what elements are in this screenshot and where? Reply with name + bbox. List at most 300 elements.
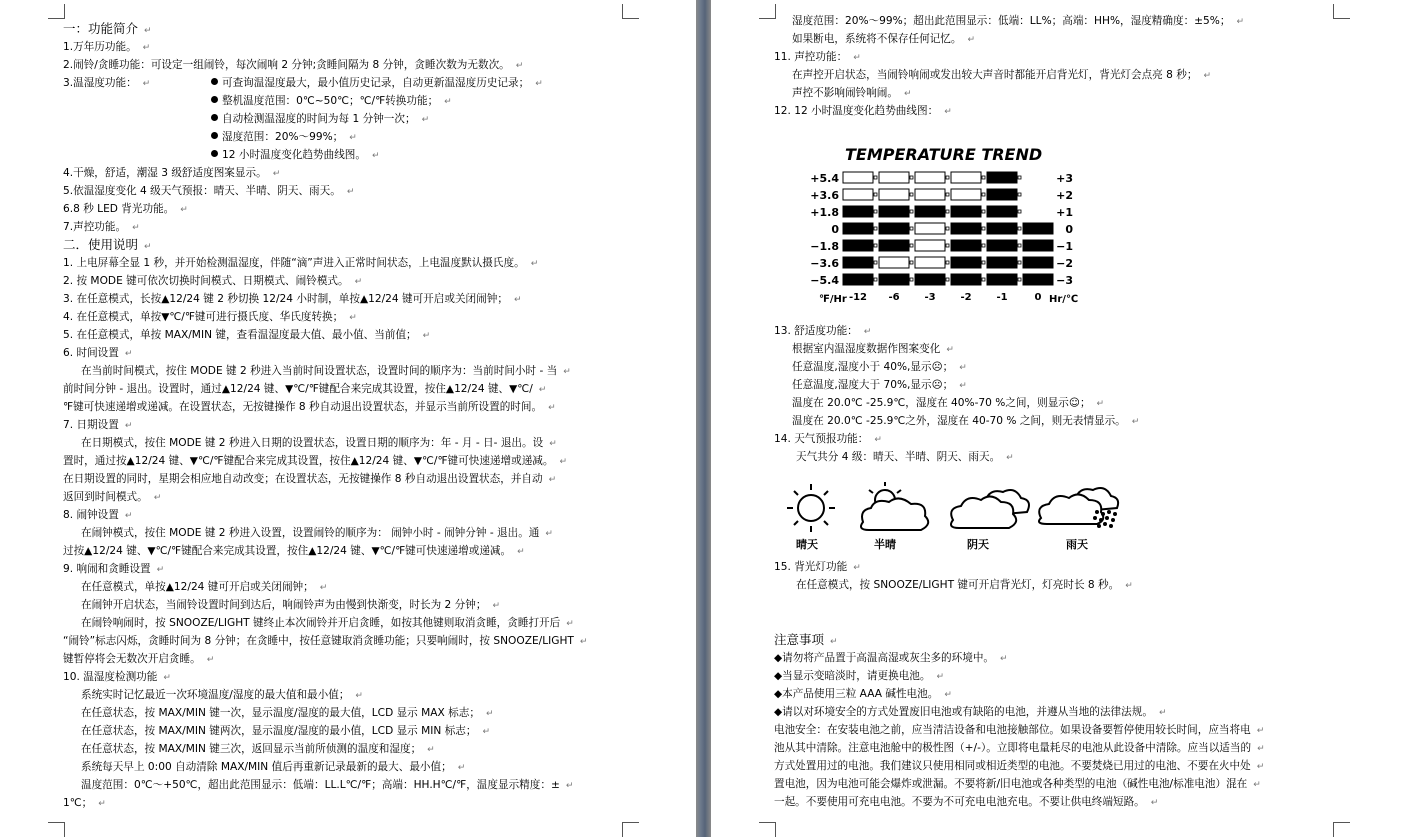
text-line-content (81, 740, 435, 759)
row-label-right: −3 (1056, 274, 1073, 287)
text-line (774, 667, 1334, 685)
trend-cell (879, 172, 909, 183)
text-line (63, 308, 623, 326)
cell-connector (910, 210, 913, 213)
text-line-label: 在声控开启状态，当闹铃响闹或发出较大声音时都能开启背光灯，背光灯会点亮 8 秒； (792, 69, 1198, 81)
text-line-label: 注意事项 (774, 632, 825, 647)
text-line-content (211, 146, 380, 165)
paragraph-mark-icon: ↵ (444, 97, 452, 107)
text-line (774, 394, 1334, 412)
text-line (63, 164, 623, 182)
right-page (711, 0, 1408, 837)
trend-cell (879, 206, 909, 217)
text-line-label: 二．使用说明 (63, 237, 139, 252)
paragraph-mark-icon: ↵ (349, 313, 357, 323)
text-line-label: “闹铃”标志闪烁，贪睡时间为 8 分钟；在贪睡中，按任意键取消贪睡功能；只要响闹时，按 SNOOZE/LIGHT (63, 635, 574, 647)
text-line (63, 92, 623, 110)
paragraph-mark-icon: ↵ (421, 115, 430, 125)
bullet-icon (211, 96, 218, 103)
text-line (63, 560, 623, 578)
text-line (774, 576, 1334, 594)
paragraph-mark-icon: ↵ (354, 277, 363, 287)
right-page-text (774, 0, 1334, 837)
text-line (63, 686, 623, 704)
text-line-content (81, 362, 571, 381)
text-line-label: 池从其中清除。注意电池舱中的极性图（+/-）。立即将电量耗尽的电池从此设备中清除。应当以适当的 (774, 742, 1252, 754)
trend-cell (843, 257, 873, 268)
text-line-label: ◆本产品使用三粒 AAA 碱性电池。 (774, 688, 939, 700)
paragraph-mark-icon: ↵ (863, 327, 872, 337)
text-line-label: 任意温度,湿度大于 70%,显示☹； (792, 379, 954, 391)
text-line (774, 793, 1334, 811)
cell-connector (946, 176, 949, 179)
paragraph-mark-icon: ↵ (944, 690, 952, 700)
bullet-icon (211, 114, 218, 121)
paragraph-mark-icon: ↵ (853, 53, 861, 63)
trend-cell (843, 223, 873, 234)
cell-connector (1018, 278, 1021, 281)
corner-mark (1333, 4, 1350, 19)
cell-connector (1018, 210, 1021, 213)
bullet-icon (211, 150, 218, 157)
text-line-content (792, 12, 1244, 31)
cloudy-icon (945, 480, 1035, 555)
paragraph-mark-icon: ↵ (124, 511, 133, 521)
text-line (63, 452, 623, 470)
text-line-label: 湿度范围：20%～99%； (222, 131, 344, 143)
text-line-label: 12 小时温度变化趋势曲线图。 (222, 149, 366, 161)
cell-connector (1018, 227, 1021, 230)
text-line (63, 470, 623, 488)
cell-connector (982, 278, 985, 281)
cell-connector (874, 278, 877, 281)
cell-connector (982, 176, 985, 179)
text-line-content (774, 793, 1158, 812)
text-line-label: 14. 天气预报功能： (774, 433, 869, 445)
text-line-content (774, 685, 952, 704)
text-line-label: 在任意状态，按 MAX/MIN 键两次，显示温度/湿度的最小值，LCD 显示 MIN 标志； (81, 725, 477, 737)
paragraph-mark-icon: ↵ (1256, 762, 1265, 772)
text-line-label: 在日期模式，按住 MODE 键 2 秒进入日期的设置状态，设置日期的顺序为：年 - 月 - 日- 退出。设 (81, 437, 544, 449)
text-line-label: 电池安全：在安装电池之前，应当清洁设备和电池接触部位。如果设备要暂停使用较长时间，应当将电 (774, 724, 1251, 736)
text-line-content (792, 84, 911, 103)
text-line (63, 362, 623, 380)
cell-connector (946, 244, 949, 247)
trend-cell (951, 240, 981, 251)
trend-cell (843, 172, 873, 183)
text-line-content (792, 412, 1139, 431)
paragraph-mark-icon: ↵ (1150, 798, 1159, 808)
paragraph-mark-icon: ↵ (967, 35, 976, 45)
temperature-trend-chart (805, 138, 1085, 318)
row-label-right: −2 (1056, 257, 1073, 270)
text-line (63, 434, 623, 452)
text-line-label: 在闹钟开启状态，当闹铃设置时间到达后，响闹铃声为由慢到快渐变，时长为 2 分钟； (81, 599, 487, 611)
text-line-content (211, 128, 357, 147)
cell-connector (946, 227, 949, 230)
text-line-label: 在任意模式，单按▲12/24 键可开启或关闭闹钟； (81, 581, 314, 593)
text-line (63, 398, 623, 416)
cell-connector (910, 227, 913, 230)
text-line (774, 48, 1334, 66)
cell-connector (946, 210, 949, 213)
text-line-content (63, 164, 280, 183)
text-line-content (774, 631, 838, 651)
text-line (63, 524, 623, 542)
x-axis-right-label: Hr/℃ (1049, 294, 1079, 305)
text-line-label: 置电池，因为电池可能会爆炸或泄漏。不要将新/旧电池或各种类型的电池（碱性电池/标准电池）混在 (774, 778, 1248, 790)
column-label: -6 (888, 292, 900, 303)
text-line (774, 649, 1334, 667)
text-line-label: 2. 按 MODE 键可依次切换时间模式、日期模式、闹铃模式。 (63, 275, 349, 287)
text-line-content (774, 649, 1008, 668)
cell-connector (874, 210, 877, 213)
text-line (63, 200, 623, 218)
text-line (63, 776, 623, 794)
text-line-content (774, 739, 1265, 758)
text-line-label: 在任意模式，按 SNOOZE/LIGHT 键可开启背光灯，灯亮时长 8 秒。 (796, 579, 1120, 591)
text-line (774, 739, 1334, 757)
text-line-label: 在任意状态，按 MAX/MIN 键三次，返回显示当前所侦测的温度和湿度； (81, 743, 422, 755)
text-line-label: 7. 日期设置 (63, 419, 119, 431)
text-line-content (63, 308, 357, 327)
text-line-content (81, 614, 574, 633)
paragraph-mark-icon: ↵ (1236, 17, 1245, 27)
trend-cell (1023, 257, 1053, 268)
cell-connector (874, 193, 877, 196)
text-line-label: 任意温度,湿度小于 40%,显示☹； (792, 361, 954, 373)
row-label-left: −3.6 (810, 257, 839, 270)
text-line-label: 可查询温湿度最大，最小值历史记录，自动更新温湿度历史记录； (222, 77, 530, 89)
text-line-label: 6. 时间设置 (63, 347, 119, 359)
paragraph-mark-icon: ↵ (1000, 654, 1008, 664)
paragraph-mark-icon: ↵ (936, 672, 945, 682)
text-line-content (63, 650, 214, 669)
text-line-content (63, 218, 140, 237)
text-line (63, 740, 623, 758)
row-label-right: +1 (1056, 206, 1073, 219)
text-line-content (774, 430, 882, 449)
text-line-label: 2.闹铃/贪睡功能：可设定一组闹铃，每次闹响 2 分钟;贪睡间隔为 8 分钟，贪睡次数为无数次。 (63, 59, 510, 71)
cell-connector (910, 193, 913, 196)
weather-label-sunny: 晴天 (796, 538, 818, 551)
paragraph-mark-icon: ↵ (1131, 417, 1140, 427)
text-line-label: 系统实时记忆最近一次环境温度/湿度的最大值和最小值； (81, 689, 350, 701)
paragraph-mark-icon: ↵ (1125, 581, 1133, 591)
row-label-left: +1.8 (810, 206, 839, 219)
trend-cell (951, 257, 981, 268)
text-line-content (792, 340, 954, 359)
paragraph-mark-icon: ↵ (346, 187, 355, 197)
text-line (774, 358, 1334, 376)
paragraph-mark-icon: ↵ (371, 151, 380, 161)
text-line (774, 84, 1334, 102)
text-line-label: 1.万年历功能。 (63, 41, 137, 53)
text-line-content (63, 560, 164, 579)
partly-sunny-icon (855, 480, 945, 555)
text-line-label: 3. 在任意模式，长按▲12/24 键 2 秒切换 12/24 小时制，单按▲12/24 键可开启或关闭闹钟； (63, 293, 508, 305)
cell-connector (1018, 244, 1021, 247)
text-line-content (211, 92, 452, 111)
paragraph-mark-icon: ↵ (959, 363, 967, 373)
cell-connector (874, 244, 877, 247)
corner-mark (622, 4, 639, 19)
text-line (63, 56, 623, 74)
trend-cell (879, 223, 909, 234)
paragraph-mark-icon: ↵ (1257, 744, 1265, 754)
cell-connector (946, 278, 949, 281)
bullet-icon (211, 132, 218, 139)
text-line (63, 110, 623, 128)
text-line-label: ◆请以对环境安全的方式处置废旧电池或有缺陷的电池，并遵从当地的法律法规。 (774, 706, 1153, 718)
paragraph-mark-icon: ↵ (485, 709, 494, 719)
text-line (774, 340, 1334, 358)
text-line (63, 146, 623, 164)
paragraph-mark-icon: ↵ (427, 745, 435, 755)
paragraph-mark-icon: ↵ (206, 655, 215, 665)
trend-cell (915, 240, 945, 251)
text-line-content (81, 704, 494, 723)
trend-cell (1023, 240, 1053, 251)
paragraph-mark-icon: ↵ (853, 563, 861, 573)
text-line-content (796, 448, 1014, 467)
text-line-content (63, 20, 152, 40)
text-line-content (63, 506, 132, 525)
trend-cell (951, 206, 981, 217)
text-line-content (81, 524, 553, 543)
cell-connector (874, 227, 877, 230)
text-line-content (63, 632, 587, 651)
paragraph-mark-icon: ↵ (549, 439, 557, 449)
text-line-label: 整机温度范围：0℃~50℃；℃/℉转换功能； (222, 95, 439, 107)
text-line-content (81, 434, 557, 453)
page-gutter (696, 0, 711, 837)
text-line (774, 685, 1334, 703)
column-label: 0 (1034, 292, 1042, 303)
text-line-label: 5.依温湿度变化 4 级天气预报：晴天、半晴、阴天、雨天。 (63, 185, 341, 197)
text-line-content (774, 102, 952, 121)
text-line-label: 温度在 20.0℃ -25.9℃之外，湿度在 40-70 % 之间，则无表情显示。 (792, 415, 1126, 427)
text-line-label: 在任意状态，按 MAX/MIN 键一次，显示温度/湿度的最大值，LCD 显示 MAX 标志； (81, 707, 480, 719)
text-line-label: 在当前时间模式，按住 MODE 键 2 秒进入当前时间设置状态，设置时间的顺序为：当前时间小时 - 当 (81, 365, 558, 377)
text-line-label: 9. 响闹和贪睡设置 (63, 563, 151, 575)
paragraph-mark-icon: ↵ (1253, 780, 1261, 790)
paragraph-mark-icon: ↵ (355, 691, 363, 701)
text-line-content (63, 452, 567, 471)
text-line-content (81, 758, 465, 777)
text-line-label: 如果断电，系统将不保存任何记忆。 (792, 33, 962, 45)
text-line-content (211, 74, 543, 93)
cell-connector (910, 244, 913, 247)
paragraph-mark-icon: ↵ (959, 381, 967, 391)
trend-cell (843, 206, 873, 217)
paragraph-mark-icon: ↵ (830, 637, 838, 647)
column-label: -2 (960, 292, 972, 303)
cell-connector (946, 261, 949, 264)
row-label-left: 0 (831, 223, 839, 236)
row-label-right: 0 (1065, 223, 1073, 236)
text-line-content (81, 686, 363, 705)
trend-cell (951, 189, 981, 200)
text-line (63, 182, 623, 200)
paragraph-mark-icon: ↵ (98, 799, 106, 809)
text-line-label: 置时，通过按▲12/24 键、▼℃/℉键配合来完成其设置，按住▲12/24 键、▼℃/℉键可快速递增或递减。 (63, 455, 554, 467)
text-line-content (63, 488, 161, 507)
text-line-content (63, 290, 521, 309)
text-line-content (63, 416, 132, 435)
paragraph-mark-icon: ↵ (874, 435, 882, 445)
text-line-content (63, 272, 362, 291)
paragraph-mark-icon: ↵ (548, 403, 556, 413)
trend-cell (987, 223, 1017, 234)
trend-cell (951, 172, 981, 183)
text-line (774, 376, 1334, 394)
text-line-label: 天气共分 4 级：晴天、半晴、阴天、雨天。 (796, 451, 1001, 463)
text-line-content (63, 254, 538, 273)
text-line-content (63, 56, 523, 75)
trend-cell (879, 274, 909, 285)
text-line (774, 102, 1334, 120)
text-line (63, 632, 623, 650)
text-line-content (774, 703, 1166, 722)
text-line-label: 1℃； (63, 797, 93, 809)
column-label: -3 (924, 292, 936, 303)
cell-connector (1018, 193, 1021, 196)
trend-cell (1023, 274, 1053, 285)
text-line-label: 在闹钟模式，按住 MODE 键 2 秒进入设置，设置闹铃的顺序为： 闹钟小时 - 闹钟分钟 - 退出。通 (81, 527, 540, 539)
text-line (63, 488, 623, 506)
text-line (63, 326, 623, 344)
paragraph-mark-icon: ↵ (565, 781, 574, 791)
paragraph-mark-icon: ↵ (457, 763, 466, 773)
paragraph-mark-icon: ↵ (535, 79, 543, 89)
text-line-label: 8. 闹钟设置 (63, 509, 119, 521)
text-line-content (774, 667, 944, 686)
paragraph-mark-icon: ↵ (153, 493, 162, 503)
paragraph-mark-icon: ↵ (482, 727, 491, 737)
weather-label-rain: 雨天 (1066, 538, 1088, 551)
text-line-content (774, 721, 1264, 740)
text-line-label: ◆当显示变暗淡时，请更换电池。 (774, 670, 931, 682)
paragraph-mark-icon: ↵ (124, 421, 133, 431)
cell-connector (910, 261, 913, 264)
text-line-label: 11. 声控功能： (774, 51, 848, 63)
text-line (63, 758, 623, 776)
cell-connector (982, 227, 985, 230)
text-line (63, 614, 623, 632)
cell-connector (982, 210, 985, 213)
text-line (63, 542, 623, 560)
text-line-label: 在日期设置的同时，星期会相应地自动改变；在设置状态，无按键操作 8 秒自动退出设置状态，并自动 (63, 473, 543, 485)
trend-cell (987, 257, 1017, 268)
paragraph-mark-icon: ↵ (946, 345, 954, 355)
text-line-label: 13. 舒适度功能： (774, 325, 858, 337)
text-line-label: 12. 12 小时温度变化趋势曲线图： (774, 105, 939, 117)
cell-connector (1018, 261, 1021, 264)
text-line-content (63, 344, 132, 363)
row-label-right: +2 (1056, 189, 1073, 202)
text-line-label: 15. 背光灯功能 (774, 561, 848, 573)
text-line-label: 前时间分钟 - 退出。设置时，通过▲12/24 键、▼℃/℉键配合来完成其设置，按住▲12/24 键、▼℃/ (63, 383, 533, 395)
paragraph-mark-icon: ↵ (548, 475, 557, 485)
cell-connector (874, 261, 877, 264)
text-line (63, 380, 623, 398)
trend-cell (915, 257, 945, 268)
text-line-label: 一起。不要使用可充电电池。不要为不可充电电池充电。不要让供电终端短路。 (774, 796, 1145, 808)
trend-cell (915, 274, 945, 285)
text-line-content (63, 236, 152, 256)
text-line-label: 10. 温湿度检测功能 (63, 671, 158, 683)
text-line (63, 272, 623, 290)
text-line-label: 在闹铃响闹时，按 SNOOZE/LIGHT 键终止本次闹铃并开启贪睡，如按其他键则取消贪睡，贪睡打开后 (81, 617, 561, 629)
trend-cell (915, 223, 945, 234)
text-line-content (63, 326, 430, 345)
paragraph-mark-icon: ↵ (563, 367, 571, 377)
row-label-left: +5.4 (810, 172, 839, 185)
text-line-label: 根据室内温湿度数据作图案变化 (792, 343, 941, 355)
paragraph-mark-icon: ↵ (156, 565, 165, 575)
text-line-label: 4. 在任意模式，单按▼℃/℉键可进行摄氏度、华氏度转换； (63, 311, 344, 323)
paragraph-mark-icon: ↵ (1006, 453, 1014, 463)
trend-cell (951, 274, 981, 285)
text-line-label: ◆请勿将产品置于高温高湿或灰尘多的环境中。 (774, 652, 995, 664)
row-label-left: −5.4 (810, 274, 839, 287)
text-line (774, 631, 1334, 649)
paragraph-mark-icon: ↵ (513, 295, 522, 305)
cell-connector (946, 193, 949, 196)
cell-connector (982, 261, 985, 264)
text-line-content (63, 794, 106, 813)
text-line-label: 1. 上电屏幕全显 1 秒，并开始检测温湿度，伴随“滴”声进入正常时间状态，上电温度默认摄氏度。 (63, 257, 525, 269)
text-line-label: 温度在 20.0℃ -25.9℃，湿度在 40%-70 %之间，则显示☺； (792, 397, 1091, 409)
column-label: -12 (848, 292, 868, 303)
paragraph-mark-icon: ↵ (1158, 708, 1167, 718)
text-line (63, 290, 623, 308)
text-line (774, 12, 1334, 30)
trend-cell (987, 240, 1017, 251)
text-line (63, 20, 623, 38)
text-line-label: 5. 在任意模式，单按 MAX/MIN 键，查看温湿度最大值、最小值、当前值； (63, 329, 417, 341)
text-line-content (792, 376, 967, 395)
paragraph-mark-icon: ↵ (1203, 71, 1211, 81)
trend-cell (987, 274, 1017, 285)
text-line-content (774, 775, 1261, 794)
left-page (0, 0, 696, 837)
text-line (63, 236, 623, 254)
text-line-content (81, 776, 573, 795)
paragraph-mark-icon: ↵ (559, 457, 568, 467)
trend-cell (879, 189, 909, 200)
text-line-content (774, 757, 1264, 776)
paragraph-mark-icon: ↵ (163, 673, 171, 683)
text-line-label: 3.温湿度功能： (63, 77, 137, 89)
text-line-content (211, 110, 429, 129)
row-label-right: −1 (1056, 240, 1073, 253)
text-line (63, 704, 623, 722)
column-label: -1 (996, 292, 1008, 303)
text-line (774, 412, 1334, 430)
text-line (774, 757, 1334, 775)
text-line (774, 448, 1334, 466)
weather-label-cloudy: 阴天 (967, 538, 989, 551)
cell-connector (910, 176, 913, 179)
text-line-content (796, 576, 1133, 595)
paragraph-mark-icon: ↵ (545, 529, 553, 539)
text-line-content (63, 200, 188, 219)
paragraph-mark-icon: ↵ (1256, 726, 1265, 736)
weather-label-partly: 半晴 (874, 538, 896, 551)
text-line-content (63, 380, 546, 399)
